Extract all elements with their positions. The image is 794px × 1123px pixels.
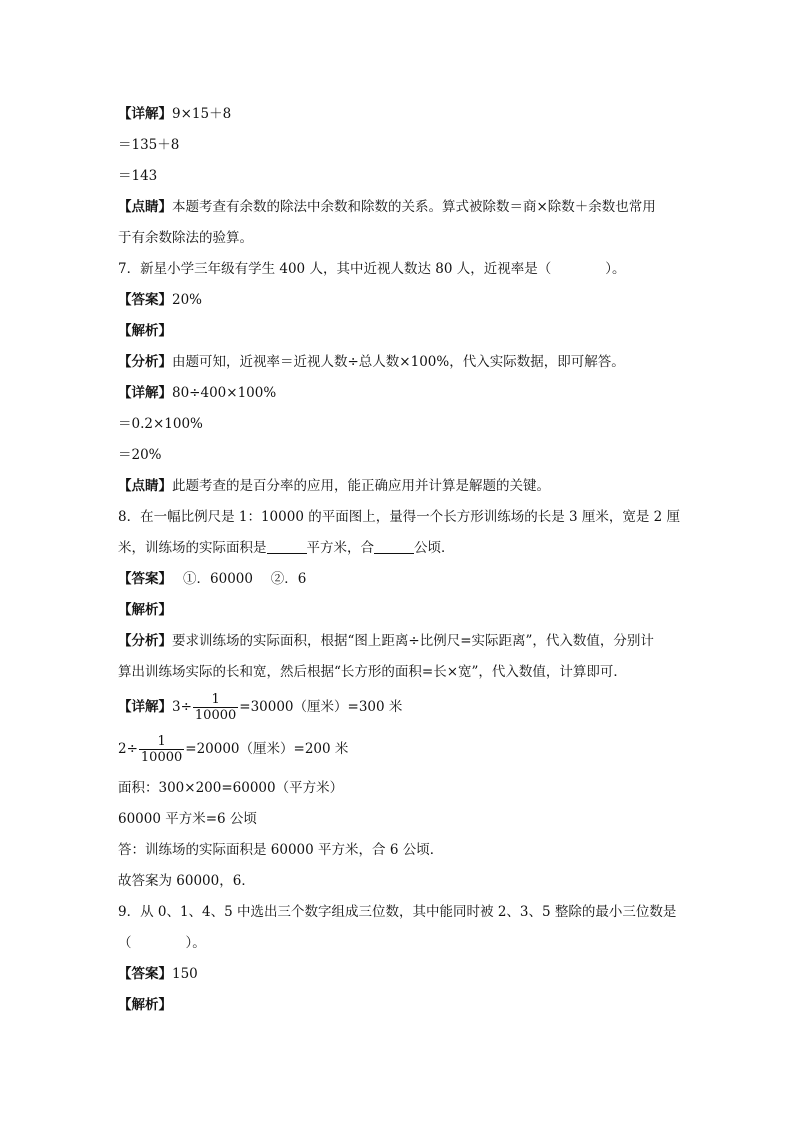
fenxi-text: 要求训练场的实际面积，根据“图上距离÷比例尺=实际距离”，代入数值，分别计 [172, 633, 654, 649]
answer-text: 150 [172, 966, 198, 982]
answer-text: 20% [172, 292, 203, 308]
question-8: 8．在一幅比例尺是 1：10000 的平面图上，量得一个长方形训练场的长是 3 厘米，宽是 2 厘 [118, 509, 681, 525]
answer-label: 【答案】 [118, 292, 172, 308]
jiexi-label: 【解析】 [118, 602, 172, 618]
calc-step: ＝20% [118, 447, 162, 463]
answer-text: ①．60000 ②．6 [165, 571, 307, 587]
detail-text-post: =30000（厘米）=300 米 [239, 699, 403, 715]
question-9-cont: （ ）。 [118, 935, 206, 951]
jiexi-label: 【解析】 [118, 323, 172, 339]
answer-line [118, 964, 684, 984]
detail-line [118, 383, 684, 403]
fenxi-text: 由题可知，近视率＝近视人数÷总人数×100%，代入实际数据，即可解答。 [172, 354, 625, 370]
detail-text: 9×15＋8 [172, 106, 232, 122]
dianjing-text: 本题考查有余数的除法中余数和除数的关系。算式被除数＝商×除数＋余数也常用 [172, 199, 656, 215]
jiexi-label: 【解析】 [118, 997, 172, 1013]
q8-text-3: 公顷． [414, 540, 455, 556]
dianjing-text: 此题考查的是百分率的应用，能正确应用并计算是解题的关键。 [172, 478, 550, 494]
dianjing-line [118, 197, 684, 217]
detail-line [118, 692, 684, 723]
fenxi-label: 【分析】 [118, 354, 172, 370]
question-9: 9．从 0、1、4、5 中选出三个数字组成三位数，其中能同时被 2、3、5 整除的最小三位数是 [118, 904, 677, 920]
detail-line [118, 104, 684, 124]
dianjing-label: 【点睛】 [118, 478, 172, 494]
fraction-denominator: 10000 [194, 707, 237, 723]
fraction-denominator: 10000 [140, 749, 183, 765]
answer-label: 【答案】 [118, 571, 166, 587]
detail-label: 【详解】 [118, 106, 172, 122]
answer-line [118, 569, 684, 589]
fenxi-line [118, 631, 684, 651]
detail-text-pre: 3÷ [172, 699, 192, 715]
detail-label: 【详解】 [118, 699, 172, 715]
question-7: 7．新星小学三年级有学生 400 人，其中近视人数达 80 人，近视率是（ ）。 [118, 261, 626, 277]
detail-text: 80÷400×100% [172, 385, 277, 401]
calc-step: ＝0.2×100% [118, 416, 203, 432]
answer-label: 【答案】 [118, 966, 172, 982]
answer-statement: 答：训练场的实际面积是 60000 平方米，合 6 公顷． [118, 842, 444, 858]
fraction-numerator: 1 [211, 691, 220, 707]
calc-post: =20000（厘米）=200 米 [185, 741, 349, 757]
area-line: 面积：300×200=60000（平方米） [118, 780, 344, 796]
fraction [139, 735, 184, 765]
question-8-cont [118, 538, 684, 558]
dianjing-line [118, 476, 684, 496]
detail-label: 【详解】 [118, 385, 172, 401]
dianjing-label: 【点睛】 [118, 199, 172, 215]
calc-pre: 2÷ [118, 741, 138, 757]
fenxi-line [118, 352, 684, 372]
calc-step [118, 734, 684, 765]
answer-line [118, 290, 684, 310]
fraction [193, 693, 238, 723]
final-answer: 故答案为 60000，6． [118, 873, 255, 889]
answer-blank-2 [374, 539, 414, 554]
calc-step: ＝143 [118, 168, 158, 184]
conversion-line: 60000 平方米=6 公顷 [118, 811, 257, 827]
fraction-numerator: 1 [157, 733, 166, 749]
fenxi-cont: 算出训练场实际的长和宽，然后根据“长方形的面积=长×宽”，代入数值，计算即可． [118, 664, 627, 680]
q8-text-1: 米，训练场的实际面积是 [118, 540, 267, 556]
answer-blank-1 [267, 539, 307, 554]
fenxi-label: 【分析】 [118, 633, 172, 649]
q8-text-2: 平方米，合 [306, 540, 374, 556]
dianjing-cont: 于有余数除法的验算。 [118, 230, 253, 246]
calc-step: ＝135＋8 [118, 137, 180, 153]
